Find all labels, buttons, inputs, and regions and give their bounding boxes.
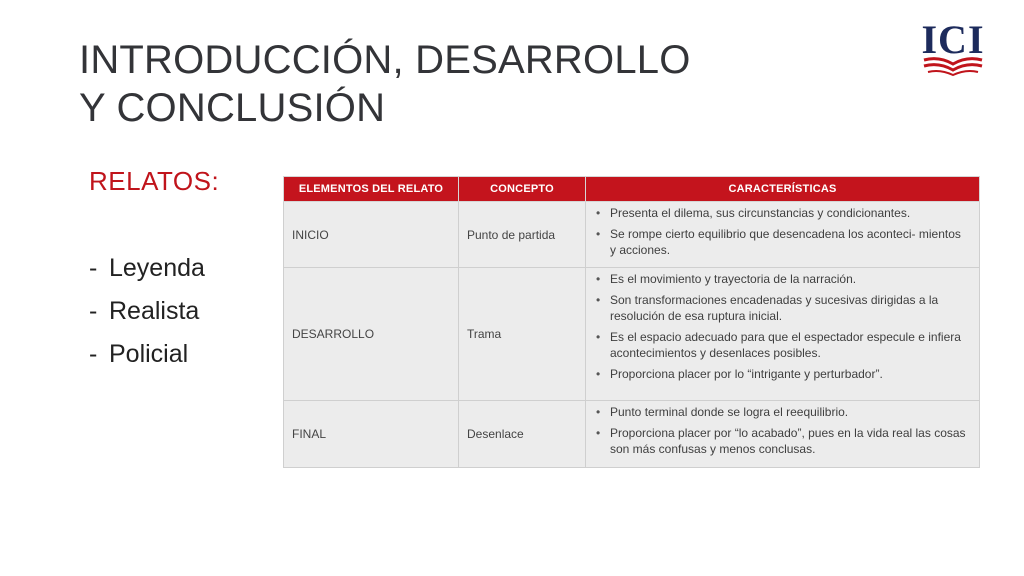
table-header-row [284,177,980,202]
characteristic-item: • Punto terminal donde se logra el reequilibrio. [594,404,969,420]
characteristic-item: • Es el movimiento y trayectoria de la narración. [594,271,969,287]
concept-cell: Punto de partida [459,202,586,268]
slide-title-line-2: Y CONCLUSIÓN [79,86,386,130]
ici-logo [920,18,986,84]
story-type-item: - Leyenda [89,254,205,282]
characteristic-item: • Se rompe cierto equilibrio que desencadena los aconteci- mientos y acciones. [594,226,969,258]
header-concept: CONCEPTO [459,177,586,202]
characteristic-item: • Presenta el dilema, sus circunstancias y condicionantes. [594,205,969,221]
slide-title-line-1: INTRODUCCIÓN, DESARROLLO [79,38,691,82]
table-row [284,202,980,268]
concept-cell: Desenlace [459,401,586,468]
table-row [284,268,980,401]
story-type-item: - Policial [89,340,189,368]
header-characteristics: CARACTERÍSTICAS [586,177,980,202]
element-cell: INICIO [284,202,459,268]
characteristic-item: • Proporciona placer por lo “intrigante y perturbador”. [594,366,969,382]
header-elements: ELEMENTOS DEL RELATO [284,177,459,202]
book-icon [920,56,986,80]
characteristics-cell [586,268,980,401]
element-cell: FINAL [284,401,459,468]
story-types-list [89,249,205,378]
characteristic-item: • Son transformaciones encadenadas y sucesivas dirigidas a la resolución de esa ruptura inicial. [594,292,969,324]
story-type-label: Realista [109,297,200,325]
characteristics-cell [586,401,980,468]
concept-cell: Trama [459,268,586,401]
story-type-label: Policial [109,340,189,368]
characteristics-cell [586,202,980,268]
story-type-item: - Realista [89,297,200,325]
table-row [284,401,980,468]
section-subtitle: RELATOS: [89,166,220,196]
characteristic-item: • Es el espacio adecuado para que el espectador especule e infiera acontecimientos y desenlaces posibles. [594,329,969,361]
element-cell: DESARROLLO [284,268,459,401]
story-elements-table [283,176,980,468]
characteristic-item: • Proporciona placer por “lo acabado”, pues en la vida real las cosas son más confusas y menos conclusas. [594,425,969,457]
story-type-label: Leyenda [109,254,205,282]
slide-title [79,36,691,132]
logo-text: ICI [921,17,985,62]
